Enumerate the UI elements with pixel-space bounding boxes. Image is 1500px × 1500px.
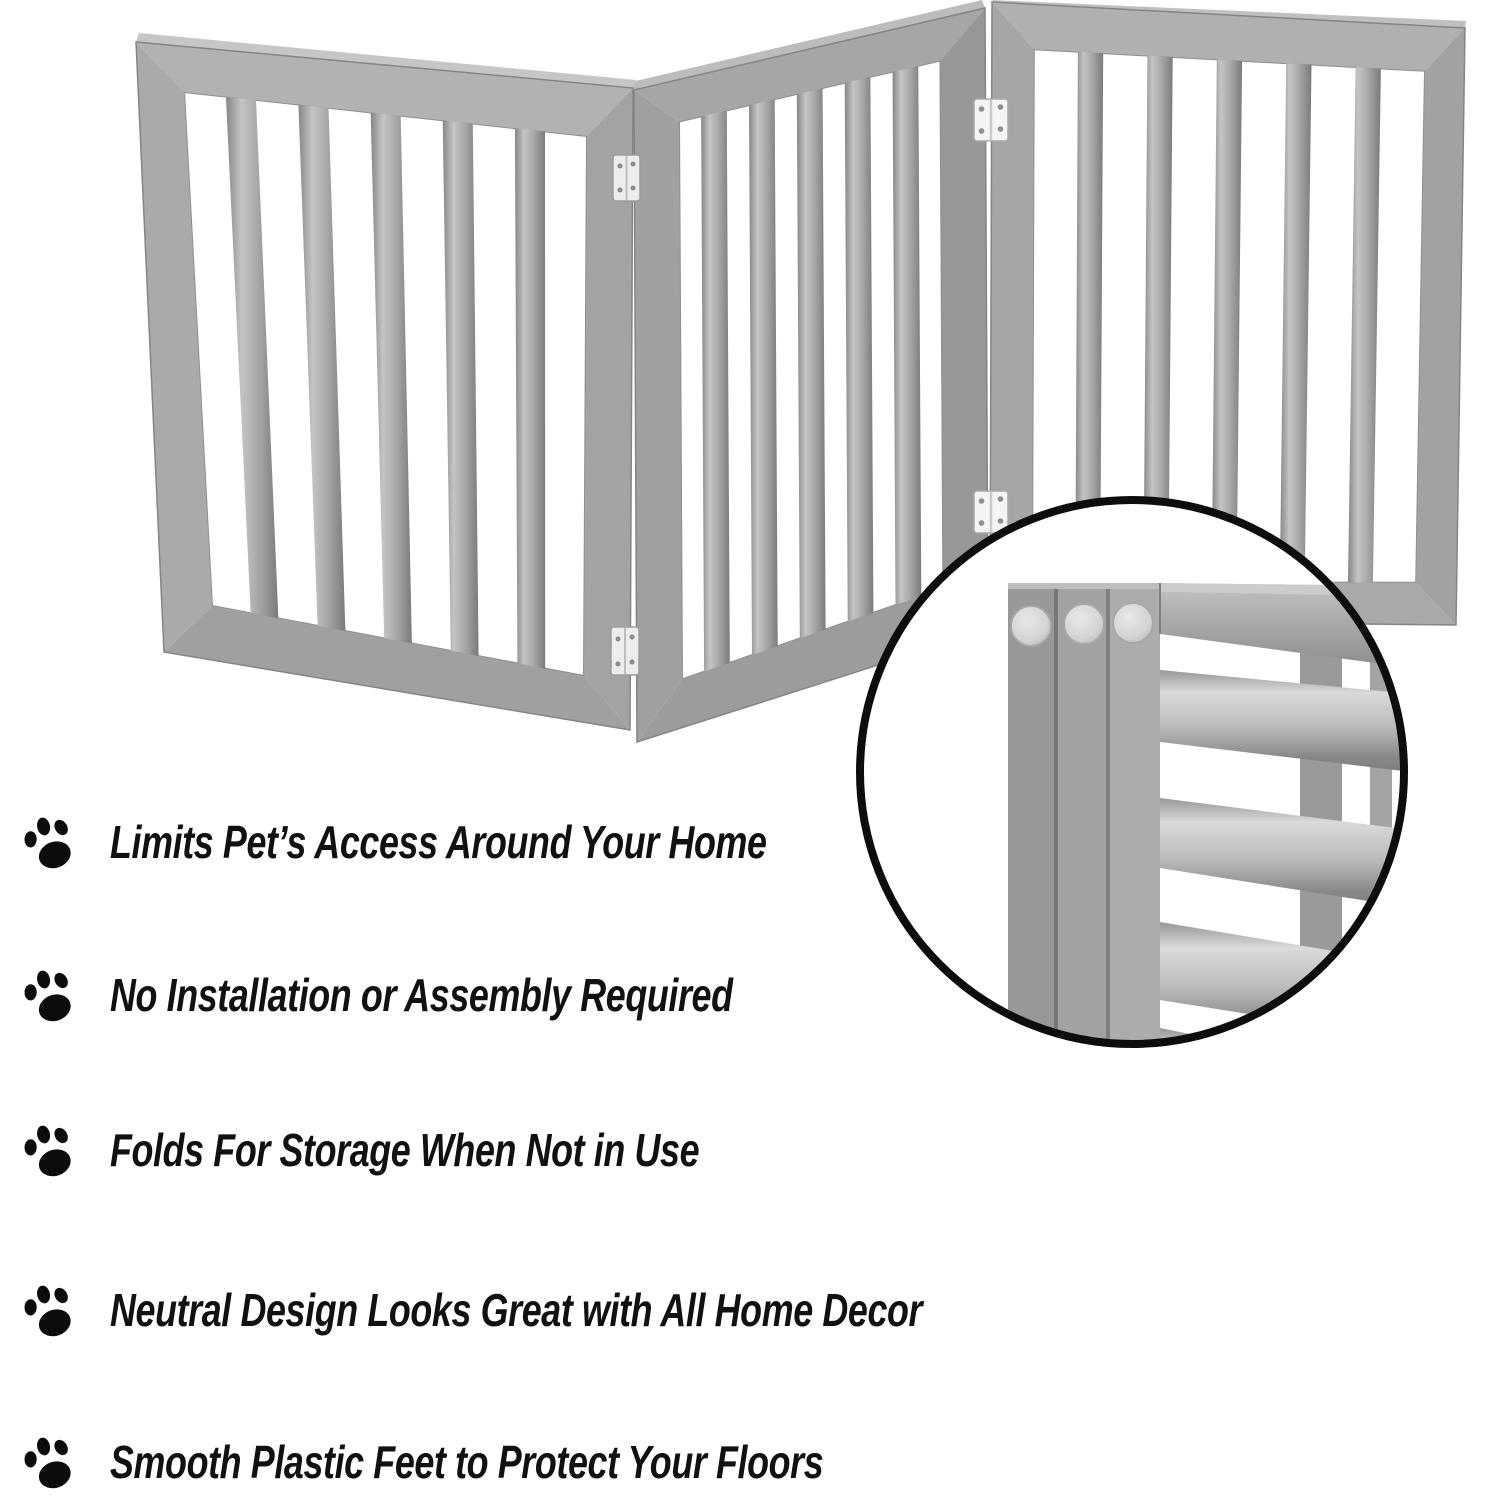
feature-item [22,792,952,892]
feature-item [22,945,908,1045]
paw-icon [22,1279,80,1341]
feature-text: Neutral Design Looks Great with All Home Decor [110,1284,923,1336]
paw-icon [22,811,80,873]
feature-item [22,1412,1024,1500]
paw-icon [22,964,80,1026]
feature-text: Folds For Storage When Not in Use [110,1124,700,1176]
feature-text: No Installation or Assembly Required [110,969,733,1021]
feature-text: Smooth Plastic Feet to Protect Your Floors [110,1436,824,1488]
paw-icon [22,1119,80,1181]
feature-text: Limits Pet’s Access Around Your Home [110,816,767,868]
paw-icon [22,1431,80,1493]
feature-item [22,1260,1151,1360]
feature-item [22,1100,865,1200]
